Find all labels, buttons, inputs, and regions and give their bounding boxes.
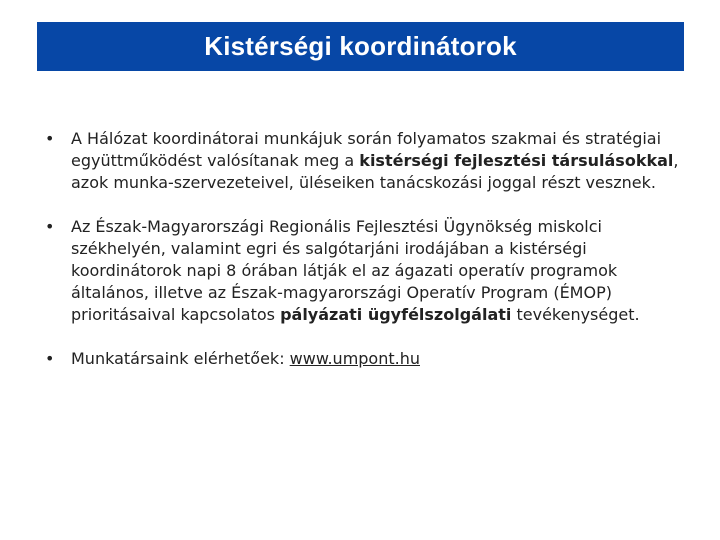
bullet-2-text-bold: pályázati ügyfélszolgálati [280,305,512,324]
bullet-list [43,128,693,370]
bullet-1-text-b: , azok munka-szervezeteivel, üléseiken tanácskozási joggal részt vesznek. [71,151,679,192]
bullet-dot: • [45,349,55,368]
bullet-item-2 [43,216,693,326]
bullet-1-text-a: A Hálózat koordinátorai munkájuk során folyamatos szakmai és stratégiai együttműködést valósítanak meg a [71,129,662,170]
bullet-1-text-bold: kistérségi fejlesztési társulásokkal [359,151,674,170]
bullet-item-1 [43,128,693,194]
bullet-dot: • [45,217,55,236]
page-title: Kistérségi koordinátorok [204,31,517,61]
title-bar [37,22,684,71]
website-link[interactable]: www.umpont.hu [289,349,420,368]
bullet-2-text-b: tevékenységet. [511,305,640,324]
bullet-dot: • [45,129,55,148]
bullet-2-text-a: Az Észak-Magyarországi Regionális Fejlesztési Ügynökség miskolci székhelyén, valamint egri és salgótarjáni irodájában a kistérségi koordinátorok napi 8 órában látják el az ágazati operatív programok általános, illetve az Észak-magyarországi Operatív Program (ÉMOP) prioritásaival kapcsolatos [71,217,618,324]
bullet-item-3 [43,348,693,370]
bullet-3-text-a: Munkatársaink elérhetőek: [71,349,290,368]
